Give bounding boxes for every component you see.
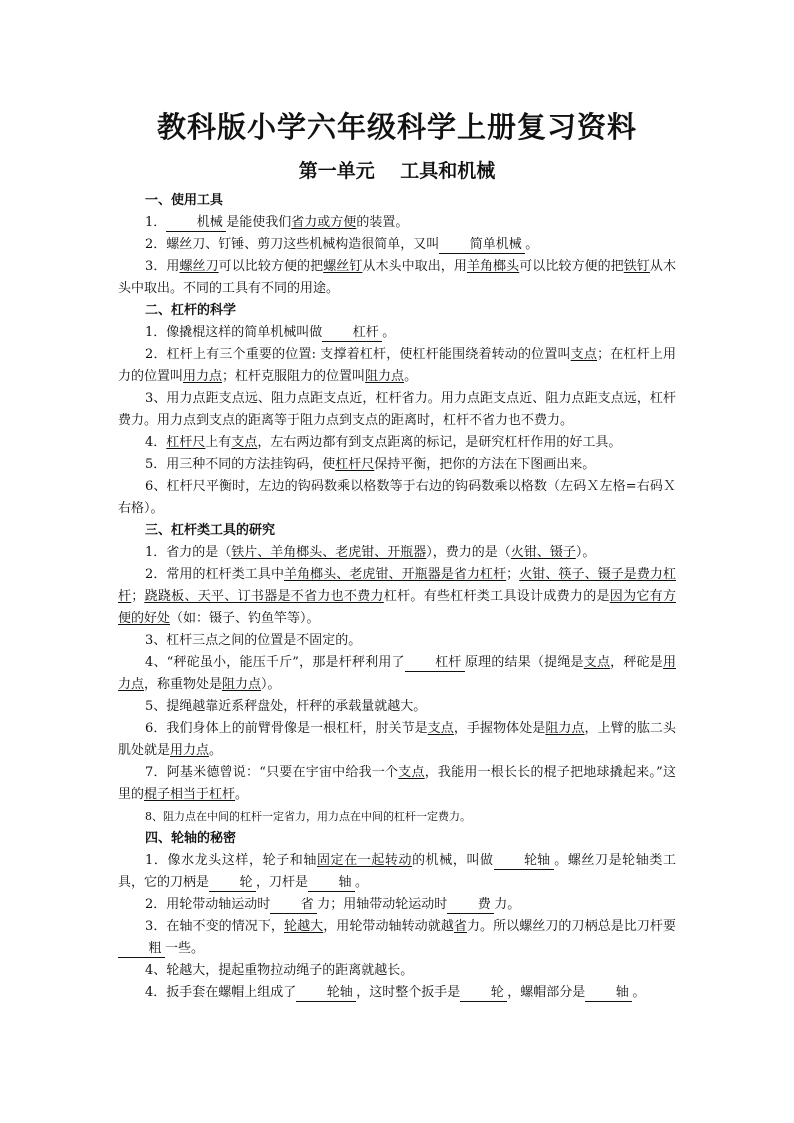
underlined-term: 阻力点 bbox=[545, 721, 585, 736]
underlined-term: 杠杆尺 bbox=[166, 435, 206, 450]
fill-blank-answer: 省 bbox=[270, 897, 317, 914]
underlined-term: 羊角榔头 bbox=[466, 259, 520, 274]
paragraph: 4、轮越大，提起重物拉动绳子的距离就越长。 bbox=[145, 963, 414, 978]
underlined-term: 火钳、筷子、镊子是费力杠杆 bbox=[118, 567, 676, 604]
underlined-term: 阻力点 bbox=[222, 677, 262, 692]
paragraph: 4．扳手套在螺帽上组成了 轮轴 ，这时整个扳手是 轮 ，螺帽部分是 轴 。 bbox=[145, 985, 646, 1000]
paragraph: 7．阿基米德曾说：“只要在宇宙中给我一个支点，我能用一根长长的棍子把地球撬起来。”这里的棍子相当于杠杆。 bbox=[118, 765, 676, 802]
paragraph: 6、杠杆尺平衡时，左边的钩码数乘以格数等于右边的钩码数乘以格数（左码Ｘ左格=右码Ｘ右格）。 bbox=[118, 479, 676, 516]
paragraph: 1．省力的是（铁片、羊角榔头、老虎钳、开瓶器），费力的是（火钳、镊子）。 bbox=[145, 545, 596, 560]
underlined-term: 阻力点 bbox=[365, 369, 405, 384]
paragraph: 5．用三种不同的方法挂钩码，使杠杆尺保持平衡，把你的方法在下图画出来。 bbox=[145, 457, 596, 472]
paragraph: 4．杠杆尺上有支点，左右两边都有到支点距离的标记，是研究杠杆作用的好工具。 bbox=[145, 435, 622, 450]
underlined-term: 用力点 bbox=[183, 369, 223, 384]
paragraph: 1．像水龙头这样，轮子和轴固定在一起转动的机械，叫做 轮轴 。螺丝刀是轮轴类工具，它的刀柄是 轮 ，刀杆是 轴 。 bbox=[118, 853, 676, 890]
underlined-term: 省 bbox=[453, 919, 467, 934]
section-heading: 三、杠杆类工具的研究 bbox=[145, 523, 276, 538]
fill-blank-answer: 机械 bbox=[166, 215, 226, 232]
underlined-term: 因为它有方便的好处 bbox=[118, 589, 676, 626]
underlined-term: 支点 bbox=[583, 655, 611, 670]
small-note: 8、阻力点在中间的杠杆一定省力，用力点在中间的杠杆一定费力。 bbox=[145, 810, 471, 823]
underlined-term: 杠杆尺 bbox=[335, 457, 375, 472]
paragraph: 2．常用的杠杆类工具中羊角榔头、老虎钳、开瓶器是省力杠杆；火钳、筷子、镊子是费力杠杆；跷跷板、天平、订书器是不省力也不费力杠杆。有些杠杆类工具设计成费力的是因为它有方便的好处（如：镊子、钓鱼竿等）。 bbox=[118, 567, 676, 626]
fill-blank-answer: 粗 bbox=[118, 941, 165, 958]
underlined-term: 螺丝钉 bbox=[323, 259, 363, 274]
underlined-term: 用力点 bbox=[170, 743, 210, 758]
fill-blank-answer: 简单机械 bbox=[439, 237, 525, 254]
underlined-term: 支点 bbox=[231, 435, 258, 450]
paragraph: 6．我们身体上的前臂骨像是一根杠杆，肘关节是支点，手握物体处是阻力点，上臂的肱二头肌处就是用力点。 bbox=[118, 721, 676, 758]
underlined-term: 羊角榔头、老虎钳、开瓶器是省力杠杆 bbox=[284, 567, 507, 582]
paragraph bbox=[118, 806, 676, 828]
section-heading: 一、使用工具 bbox=[145, 193, 224, 208]
underlined-term: 用力点 bbox=[118, 655, 676, 692]
underlined-term: 支点 bbox=[570, 347, 598, 362]
fill-blank-answer: 轮轴 bbox=[296, 985, 356, 1002]
document-body bbox=[118, 190, 676, 1004]
section-heading: 二、杠杆的科学 bbox=[145, 303, 237, 318]
page-title: 教科版小学六年级科学上册复习资料 bbox=[156, 110, 637, 144]
paragraph: 3、用力点距支点远、阻力点距支点近，杠杆省力。用力点距支点近、阻力点距支点远，杠杆费力。用力点到支点的距离等于阻力点到支点的距离时，杠杆不省力也不费力。 bbox=[118, 391, 676, 428]
fill-blank-answer: 轮轴 bbox=[494, 853, 554, 870]
paragraph: 2．杠杆上有三个重要的位置: 支撑着杠杆，使杠杆能围绕着转动的位置叫支点；在杠杆上用力的位置叫用力点；杠杆克服阻力的位置叫阻力点。 bbox=[118, 347, 676, 384]
paragraph: 4、“秤砣虽小，能压千斤”，那是杆秤利用了 杠杆 原理的结果（提绳是支点，秤砣是用力点，称重物处是阻力点）。 bbox=[118, 655, 676, 692]
fill-blank-answer: 轴 bbox=[585, 985, 632, 1002]
underlined-term: 螺丝刀 bbox=[179, 259, 219, 274]
paragraph: 3．用螺丝刀可以比较方便的把螺丝钉从木头中取出，用羊角榔头可以比较方便的把铁钉从木头中取出。不同的工具有不同的用途。 bbox=[118, 259, 676, 296]
unit-title: 第一单元 工具和机械 bbox=[298, 160, 496, 182]
underlined-term: 铁片、羊角榔头、老虎钳、开瓶器 bbox=[231, 545, 427, 560]
underlined-term: 火钳、镊子 bbox=[510, 545, 576, 560]
paragraph: 2．螺丝刀、钉锤、剪刀这些机械构造很简单，又叫 简单机械 。 bbox=[145, 237, 539, 252]
paragraph: 3、杠杆三点之间的位置是不固定的。 bbox=[145, 633, 362, 648]
paragraph: 1． 机械 是能使我们省力或方便的装置。 bbox=[145, 215, 409, 230]
fill-blank-answer: 轮 bbox=[209, 875, 256, 892]
section-heading: 四、轮轴的秘密 bbox=[145, 831, 237, 846]
paragraph: 1．像撬棍这样的简单机械叫做 杠杆 。 bbox=[145, 325, 396, 340]
fill-blank-answer: 杠杆 bbox=[322, 325, 382, 342]
paragraph: 5、提绳越靠近系秤盘处，杆秤的承载量就越大。 bbox=[145, 699, 427, 714]
paragraph: 2．用轮带动轴运动时 省 力；用轴带动轮运动时 费 力。 bbox=[145, 897, 521, 912]
underlined-term: 省力或方便 bbox=[291, 215, 357, 230]
fill-blank-answer: 杠杆 bbox=[405, 655, 465, 672]
fill-blank-answer: 轮 bbox=[460, 985, 507, 1002]
underlined-term: 支点 bbox=[398, 765, 425, 780]
underlined-term: 铁钉 bbox=[623, 259, 650, 274]
fill-blank-answer: 轴 bbox=[308, 875, 355, 892]
fill-blank-answer: 费 bbox=[447, 897, 494, 914]
underlined-term: 支点 bbox=[427, 721, 454, 736]
underlined-term: 棍子相当于杠杆 bbox=[144, 787, 236, 802]
underlined-term: 轮越大 bbox=[284, 919, 324, 934]
underlined-term: 固定在一起转动 bbox=[316, 853, 413, 868]
paragraph: 3．在轴不变的情况下，轮越大，用轮带动轴转动就越省力。所以螺丝刀的刀柄总是比刀杆要粗 一些。 bbox=[118, 916, 676, 960]
underlined-term: 跷跷板、天平、订书器是不省力也不费力 bbox=[144, 589, 384, 604]
